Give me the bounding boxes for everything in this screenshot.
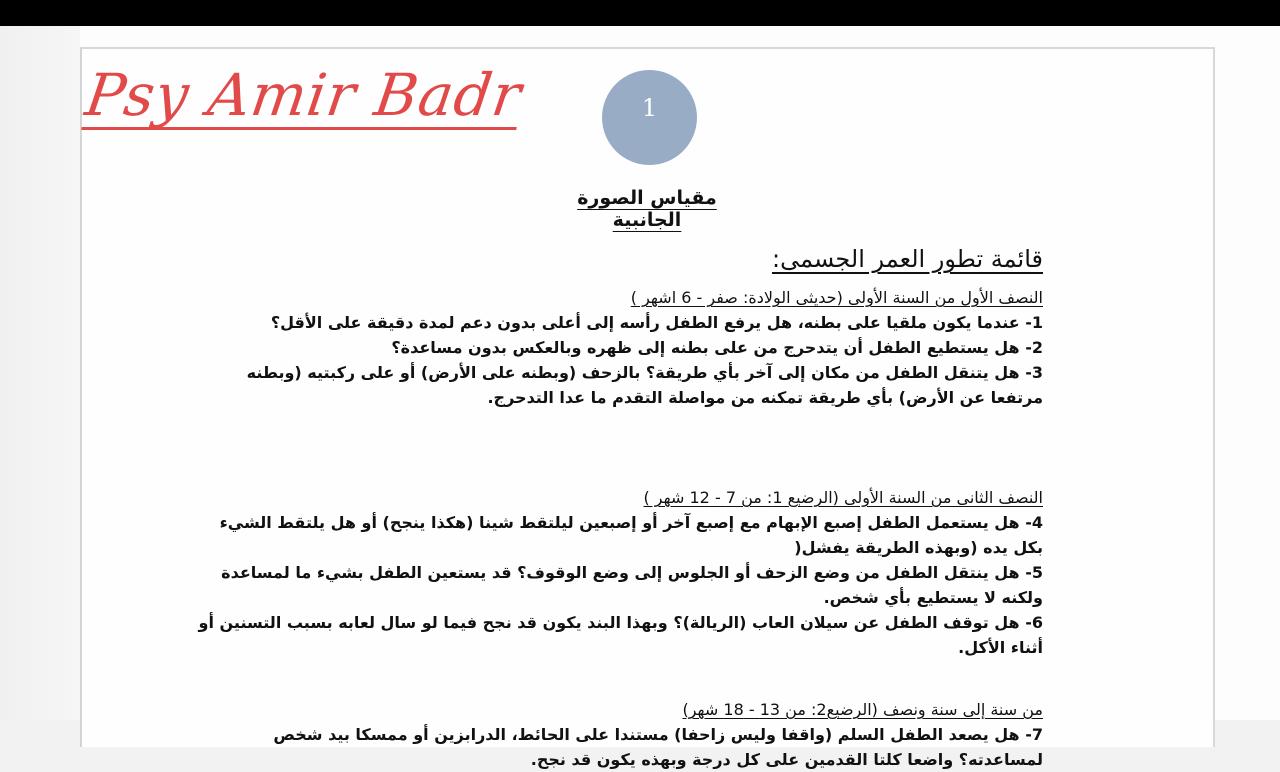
page-number: 1	[641, 94, 658, 122]
question-line: 3- هل يتنقل الطفل من مكان إلى آخر بأي طريقة؟ بالزحف (وبطنه على الأرض) أو على ركبتيه (وبطنه	[246, 363, 1043, 382]
question-item	[273, 722, 1043, 772]
question-item	[219, 510, 1043, 560]
question-line: مرتفعا عن الأرض) بأي طريقة تمكنه من مواصلة التقدم ما عدا التدحرج.	[487, 388, 1043, 407]
question-item	[198, 610, 1043, 660]
question-line: أثناء الأكل.	[958, 638, 1043, 657]
question-item	[270, 310, 1043, 335]
page-number-badge	[602, 70, 697, 165]
document-title: مقياس الصورة الجانبية	[577, 187, 717, 231]
brand-watermark: Psy Amir Badr	[81, 61, 527, 129]
question-line: 2- هل يستطيع الطفل أن يتدحرج من على بطنه إلى ظهره وبالعكس بدون مساعدة؟	[391, 338, 1043, 357]
section-heading: النصف الثانى من السنة الأولى (الرضيع 1: من 7 - 12 شهر )	[643, 488, 1043, 507]
section-one-to-one-and-half-years	[273, 697, 1043, 772]
list-title: قائمة تطور العمر الجسمى:	[772, 245, 1043, 273]
question-line: 1- عندما يكون ملقيا على بطنه، هل يرفع الطفل رأسه إلى أعلى بدون دعم لمدة دقيقة على الأقل؟	[270, 313, 1043, 332]
top-black-bar	[0, 0, 1280, 26]
question-line: 4- هل يستعمل الطفل إصبع الإبهام مع إصبع آخر أو إصبعين ليلتقط شينا (هكذا ينجح) أو هل يلتقط الشيء	[219, 513, 1043, 532]
section-heading: من سنة إلى سنة ونصف (الرضيع2: من 13 - 18 شهر)	[682, 700, 1043, 719]
question-line: 7- هل يصعد الطفل السلم (واقفا وليس زاحفا) مستندا على الحائط، الدرابزين أو ممسكا بيد شخص	[273, 725, 1043, 744]
section-first-half-year	[246, 285, 1043, 410]
section-heading: النصف الأول من السنة الأولى (حديثى الولادة: صفر - 6 اشهر )	[630, 288, 1043, 307]
question-item	[221, 560, 1043, 610]
question-line: 5- هل ينتقل الطفل من وضع الزحف أو الجلوس إلى وضع الوقوف؟ قد يستعين الطفل بشيء ما لمساعدة	[221, 563, 1043, 582]
question-line: 6- هل توقف الطفل عن سيلان العاب (الريالة)؟ وبهذا البند يكون قد نجح فيما لو سال لعابه بسبب التسنين أو	[198, 613, 1043, 632]
question-line: ولكنه لا يستطيع بأي شخص.	[823, 588, 1043, 607]
question-item	[293, 335, 1043, 360]
question-line: لمساعدته؟ واضعا كلتا القدمين على كل درجة وبهذه يكون قد نجح.	[530, 750, 1043, 769]
document-page	[80, 47, 1215, 769]
question-item	[246, 360, 1043, 410]
section-second-half-year	[198, 485, 1043, 660]
question-line: بكل يده (وبهذه الطريقة يفشل(	[794, 538, 1043, 557]
